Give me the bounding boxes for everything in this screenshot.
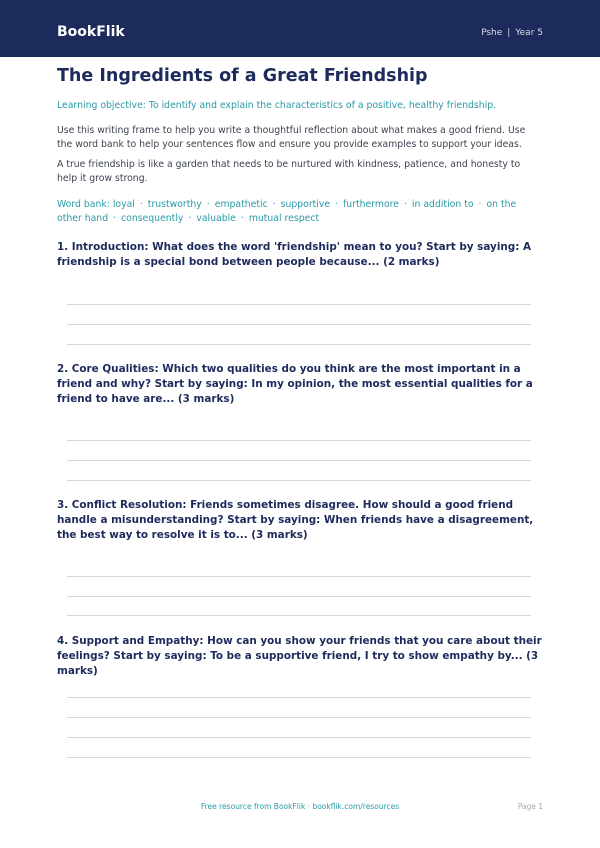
intro-paragraph: A true friendship is like a garden that needs to be nurtured with kindness, patience, and honesty to help it grow strong. — [57, 159, 521, 184]
answer-line[interactable] — [67, 440, 531, 441]
year-label: Year 5 — [515, 28, 543, 38]
word-bank-word: supportive — [280, 199, 331, 210]
word-bank-separator: · — [206, 199, 210, 210]
intro-paragraph: Use this writing frame to help you write a thoughtful reflection about what makes a good friend. Use the word bank to help your sentences flow and ensure you provide examples to support your ideas. — [57, 125, 526, 150]
word-bank-separator: · — [113, 213, 117, 224]
word-bank — [57, 198, 543, 226]
word-bank-word: loyal — [112, 199, 135, 210]
question-1: 1. Introduction: What does the word 'friendship' mean to you? Start by saying: A friendship is a special bond between people because... (2 marks) — [57, 241, 532, 268]
answer-line[interactable] — [67, 737, 531, 738]
page-number: Page 1 — [517, 802, 543, 811]
question-4: 4. Support and Empathy: How can you show your friends that you care about their feelings? Start by saying: To be a supportive friend, I try to show empathy by... (3 marks) — [57, 635, 542, 677]
word-bank-separator: · — [240, 213, 244, 224]
word-bank-separator: · — [139, 199, 143, 210]
learning-objective: Learning objective: To identify and explain the characteristics of a positive, healthy friendship. — [57, 100, 497, 111]
answer-line[interactable] — [67, 480, 531, 481]
answer-line[interactable] — [67, 460, 531, 461]
word-bank-word: consequently — [121, 213, 184, 224]
word-bank-separator: · — [188, 213, 192, 224]
answer-line[interactable] — [67, 304, 531, 305]
word-bank-word: mutual respect — [248, 213, 320, 224]
brand-logo: BookFlik — [57, 24, 125, 40]
word-bank-word: on the other hand — [57, 199, 517, 224]
header-bar — [0, 0, 600, 57]
word-bank-word: furthermore — [343, 199, 400, 210]
answer-line[interactable] — [67, 344, 531, 345]
question-3: 3. Conflict Resolution: Friends sometimes disagree. How should a good friend handle a misunderstanding? Start by saying: When friends have a disagreement, the best way to resolve it is to... (3 marks) — [57, 499, 534, 541]
answer-line[interactable] — [67, 697, 531, 698]
word-bank-word: empathetic — [214, 199, 268, 210]
answer-line[interactable] — [67, 717, 531, 718]
question-2: 2. Core Qualities: Which two qualities do you think are the most important in a friend and why? Start by saying: In my opinion, the most essential qualities for a friend to have are... (3 marks) — [57, 363, 533, 405]
word-bank-separator: · — [403, 199, 407, 210]
word-bank-word: valuable — [196, 213, 236, 224]
footer-credit: Free resource from BookFlik · bookflik.com/resources — [200, 802, 400, 811]
page-title: The Ingredients of a Great Friendship — [57, 66, 428, 86]
subject-label: Pshe — [481, 28, 503, 38]
header-meta — [481, 27, 543, 39]
answer-line[interactable] — [67, 596, 531, 597]
word-bank-word: in addition to — [411, 199, 474, 210]
word-bank-separator: · — [335, 199, 339, 210]
answer-line[interactable] — [67, 615, 531, 616]
answer-line[interactable] — [67, 324, 531, 325]
word-bank-separator: · — [272, 199, 276, 210]
word-bank-label: Word bank: — [57, 199, 110, 210]
word-bank-word: trustworthy — [147, 199, 202, 210]
meta-separator: | — [507, 28, 511, 38]
answer-line[interactable] — [67, 576, 531, 577]
word-bank-separator: · — [478, 199, 482, 210]
answer-line[interactable] — [67, 757, 531, 758]
